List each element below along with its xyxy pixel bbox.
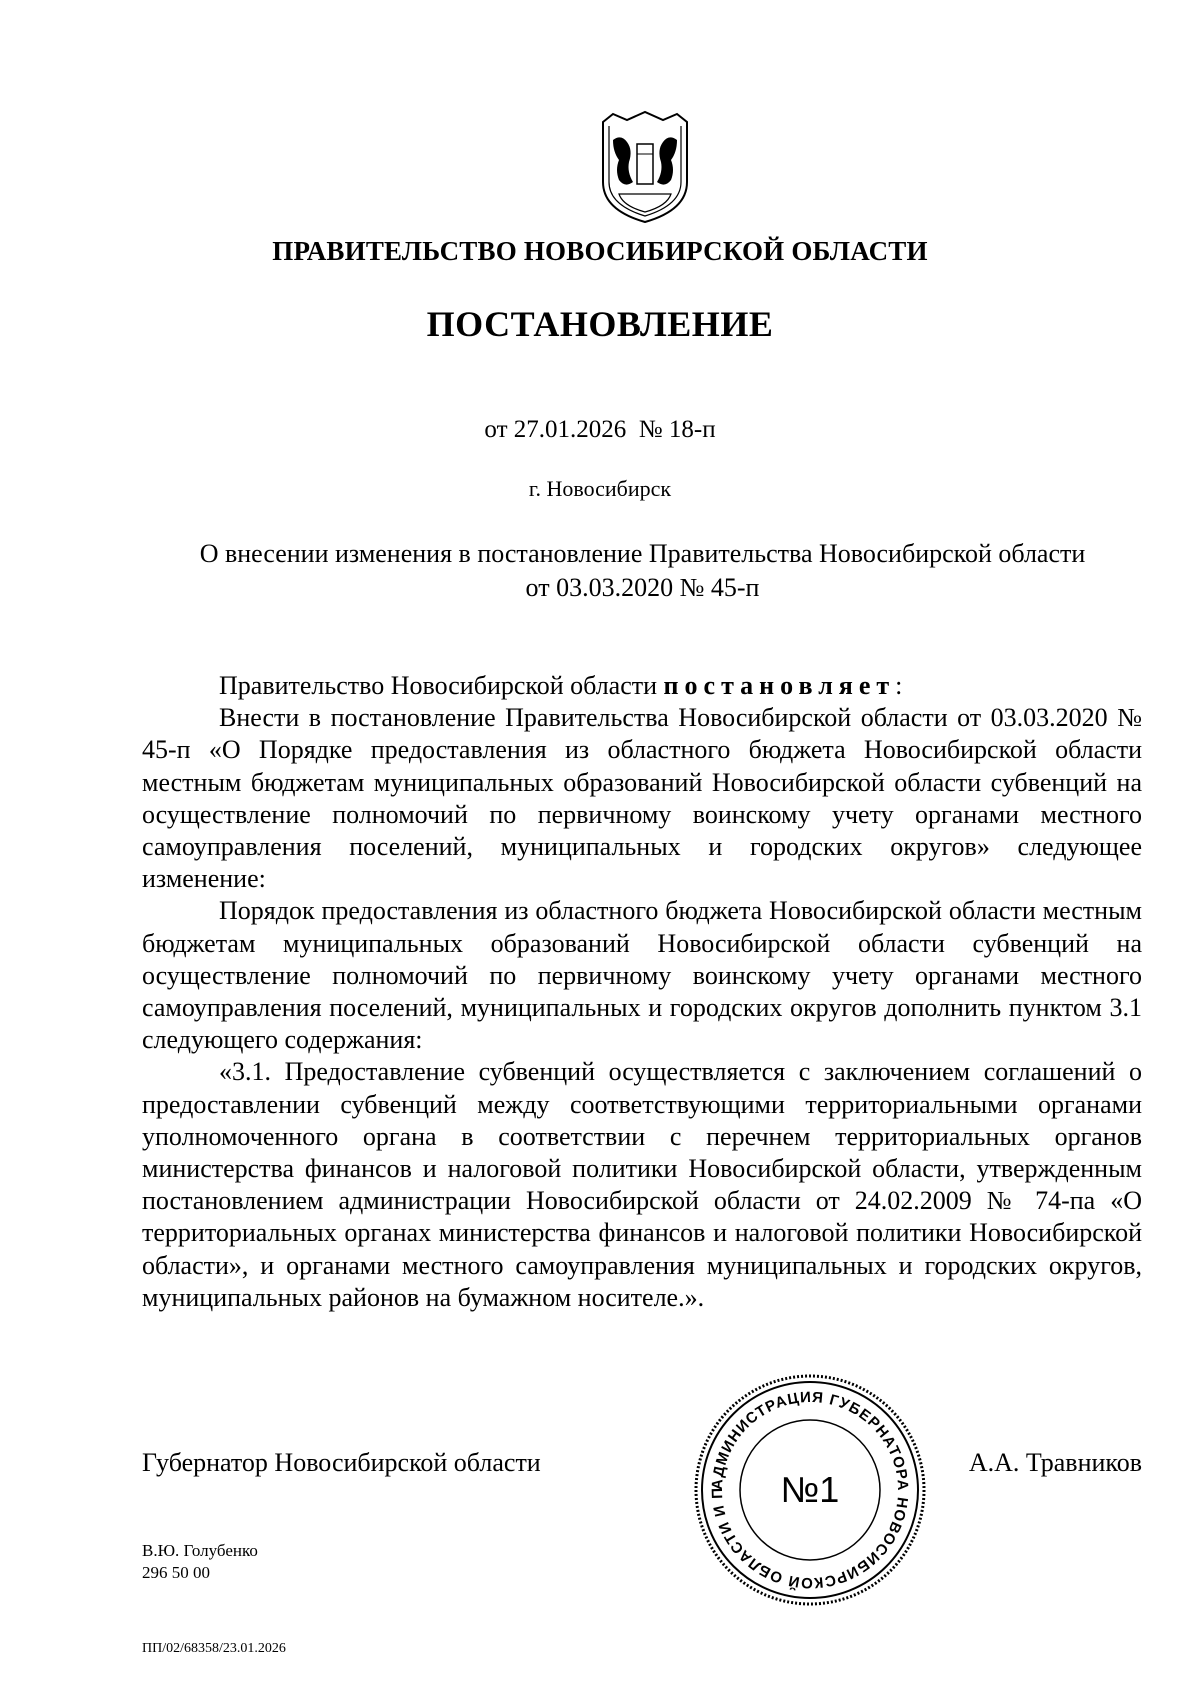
document-body	[142, 670, 1142, 1314]
preamble-start: Правительство Новосибирской области	[219, 671, 664, 700]
document-title-line2: от 03.03.2020 № 45-п	[525, 573, 760, 602]
document-title-line1: О внесении изменения в постановление Правительства Новосибирской области	[199, 539, 1086, 568]
registration-code: ПП/02/68358/23.01.2026	[142, 1641, 286, 1656]
seal-ring-text: АДМИНИСТРАЦИЯ ГУБЕРНАТОРА НОВОСИБИРСКОЙ ОБЛАСТИ И П	[708, 1388, 912, 1592]
signatory-role: Губернатор Новосибирской области	[142, 1448, 541, 1477]
preamble	[142, 670, 1142, 702]
paragraph-1: Внести в постановление Правительства Новосибирской области от 03.03.2020 № 45-п «О Порядке предоставления из областного бюджета Новосибирской области местным бюджетам муниципальных образований Новосибирской области субвенций на осуществление полномочий по первичному воинскому учету органами местного самоуправления поселений, муниципальных и городских округов» следующее изменение:	[142, 703, 1142, 894]
paragraph-3: «3.1. Предоставление субвенций осуществляется с заключением соглашений о предоставлении субвенций между соответствующими территориальными органами уполномоченного органа в соответствии с перечнем территориальных органов министерства финансов и налоговой политики Новосибирской области, утвержденным постановлением администрации Новосибирской области от 24.02.2009 № 74-па «О территориальных органах министерства финансов и налоговой политики Новосибирской области», и органами местного самоуправления муниципальных и городских округов, муниципальных районов на бумажном носителе.».	[142, 1057, 1142, 1312]
document-type: ПОСТАНОВЛЕНИЕ	[426, 304, 774, 344]
seal-number: №1	[780, 1469, 840, 1510]
paragraph-2: Порядок предоставления из областного бюджета Новосибирской области местным бюджетам муниципальных образований Новосибирской области субвенций на осуществление полномочий по первичному воинскому учету органами местного самоуправления поселений, муниципальных и городских округов дополнить пунктом 3.1 следующего содержания:	[142, 896, 1142, 1055]
contact-block	[142, 1540, 258, 1584]
document-city: г. Новосибирск	[528, 476, 672, 501]
preamble-end: :	[895, 671, 903, 700]
contact-person: В.Ю. Голубенко	[142, 1541, 258, 1560]
signatory-name: А.А. Травников	[968, 1448, 1142, 1477]
document-title	[140, 537, 1145, 605]
organization-name: ПРАВИТЕЛЬСТВО НОВОСИБИРСКОЙ ОБЛАСТИ	[272, 236, 928, 266]
official-seal-icon	[690, 1370, 930, 1610]
contact-phone: 296 50 00	[142, 1563, 210, 1582]
coat-of-arms-icon	[597, 110, 693, 225]
document-date-number: от 27.01.2026 № 18-п	[484, 416, 716, 443]
preamble-resolves: постановляет	[663, 671, 896, 700]
